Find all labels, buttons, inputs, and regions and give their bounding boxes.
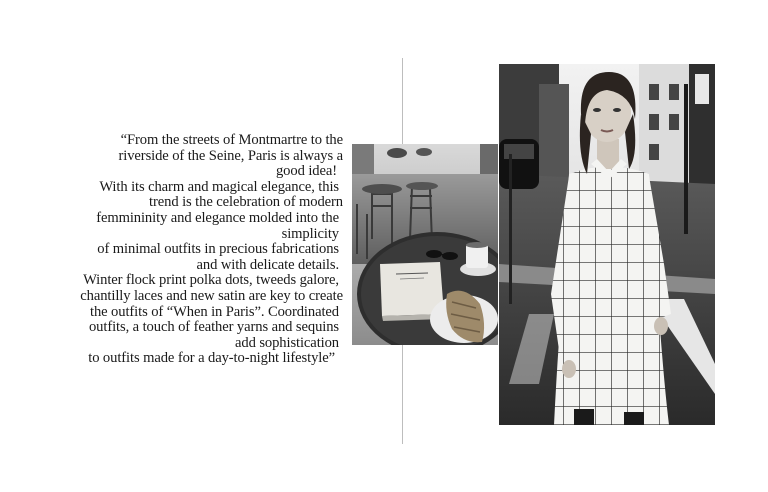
quote-line: to outfits made for a day-to-night lifestyle” xyxy=(88,350,335,367)
quote-line: simplicity xyxy=(281,225,339,242)
quote-line: With its charm and magical elegance, this xyxy=(99,178,339,195)
quote-line: of minimal outfits in precious fabrications xyxy=(97,241,339,258)
quote-line: riverside of the Seine, Paris is always a xyxy=(118,147,343,164)
quote-line: good idea! xyxy=(275,163,337,180)
quote-line: and with delicate details. xyxy=(196,256,339,273)
quote-line: femmininity and elegance molded into the xyxy=(96,209,339,226)
quote-line: chantilly laces and new satin are key to create xyxy=(80,287,343,304)
street-fashion-photo xyxy=(499,64,715,425)
quote-line: Winter flock print polka dots, tweeds galore, xyxy=(83,272,339,289)
cafe-photo xyxy=(352,144,498,345)
street-photo-illustration xyxy=(499,64,715,425)
quote-line: “From the streets of Montmartre to the xyxy=(120,132,343,148)
cafe-photo-illustration xyxy=(352,144,498,345)
quote-line: outfits, a touch of feather yarns and sequins xyxy=(88,319,339,336)
quote-text-block xyxy=(8,133,343,367)
quote-line: add sophistication xyxy=(235,334,339,351)
quote-line: trend is the celebration of modern xyxy=(149,194,343,211)
quote-line: the outfits of “When in Paris”. Coordinated xyxy=(89,303,339,320)
